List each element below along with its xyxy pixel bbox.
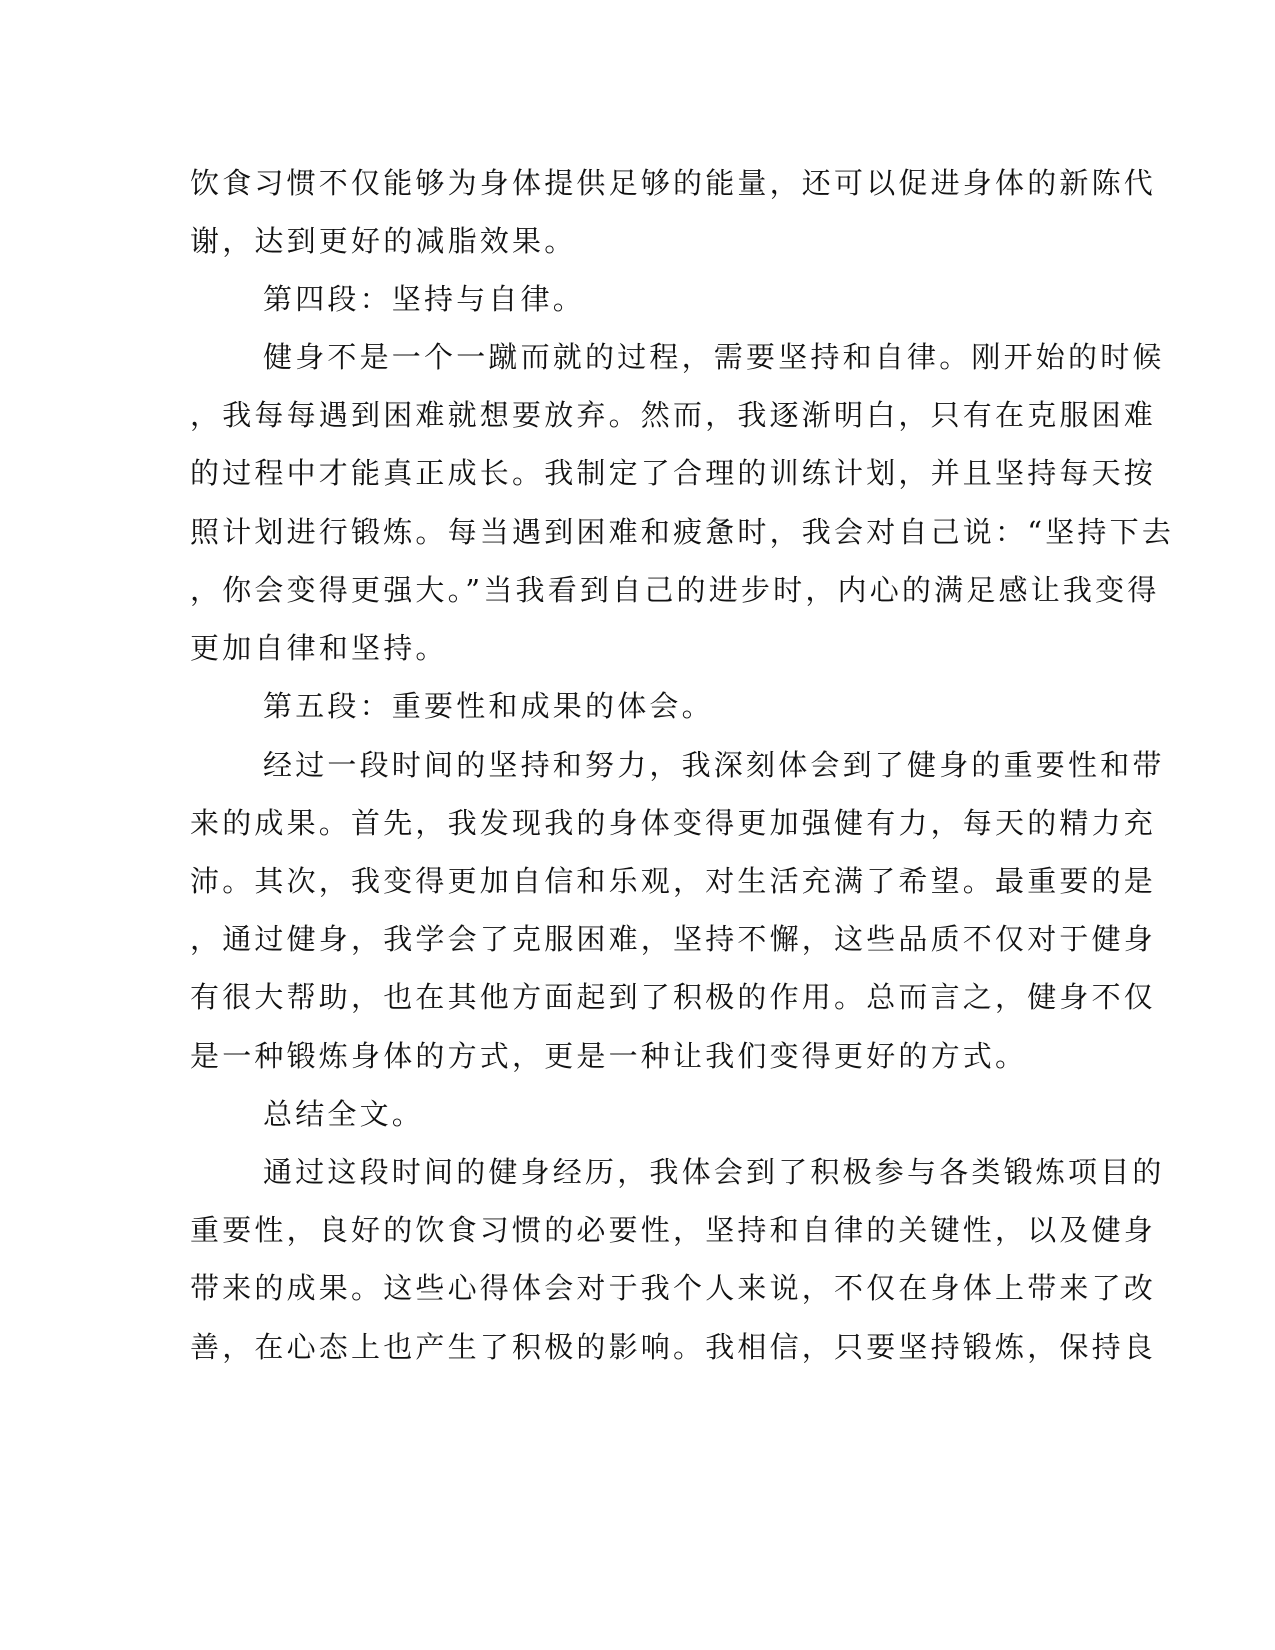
body-text-line: 有很大帮助，也在其他方面起到了积极的作用。总而言之，健身不仅	[190, 980, 1157, 1014]
body-text-line: ，通过健身，我学会了克服困难，坚持不懈，这些品质不仅对于健身	[190, 922, 1157, 956]
body-text-line: 带来的成果。这些心得体会对于我个人来说，不仅在身体上带来了改	[190, 1271, 1157, 1305]
paragraph-first-line: 通过这段时间的健身经历，我体会到了积极参与各类锻炼项目的	[263, 1155, 1165, 1189]
body-text-line: 谢，达到更好的减脂效果。	[190, 224, 577, 258]
body-text-line: 善，在心态上也产生了积极的影响。我相信，只要坚持锻炼，保持良	[190, 1330, 1157, 1364]
body-text-line: 更加自律和坚持。	[190, 631, 448, 665]
body-text-line: ，你会变得更强大。”当我看到自己的进步时，内心的满足感让我变得	[190, 573, 1160, 607]
body-text-line: 是一种锻炼身体的方式，更是一种让我们变得更好的方式。	[190, 1039, 1028, 1073]
section-heading: 第五段：重要性和成果的体会。	[263, 689, 714, 723]
paragraph-first-line: 经过一段时间的坚持和努力，我深刻体会到了健身的重要性和带	[263, 748, 1165, 782]
section-heading: 第四段：坚持与自律。	[263, 282, 586, 316]
body-text-line: 照计划进行锻炼。每当遇到困难和疲惫时，我会对自己说：“坚持下去	[190, 515, 1175, 549]
body-text-line: ，我每每遇到困难就想要放弃。然而，我逐渐明白，只有在克服困难	[190, 398, 1157, 432]
body-text-line: 沛。其次，我变得更加自信和乐观，对生活充满了希望。最重要的是	[190, 864, 1157, 898]
section-heading: 总结全文。	[263, 1097, 425, 1131]
body-text-line: 饮食习惯不仅能够为身体提供足够的能量，还可以促进身体的新陈代	[190, 166, 1157, 200]
paragraph-first-line: 健身不是一个一蹴而就的过程，需要坚持和自律。刚开始的时候	[263, 340, 1165, 374]
body-text-line: 的过程中才能真正成长。我制定了合理的训练计划，并且坚持每天按	[190, 456, 1157, 490]
body-text-line: 来的成果。首先，我发现我的身体变得更加强健有力，每天的精力充	[190, 806, 1157, 840]
body-text-line: 重要性，良好的饮食习惯的必要性，坚持和自律的关键性，以及健身	[190, 1213, 1157, 1247]
